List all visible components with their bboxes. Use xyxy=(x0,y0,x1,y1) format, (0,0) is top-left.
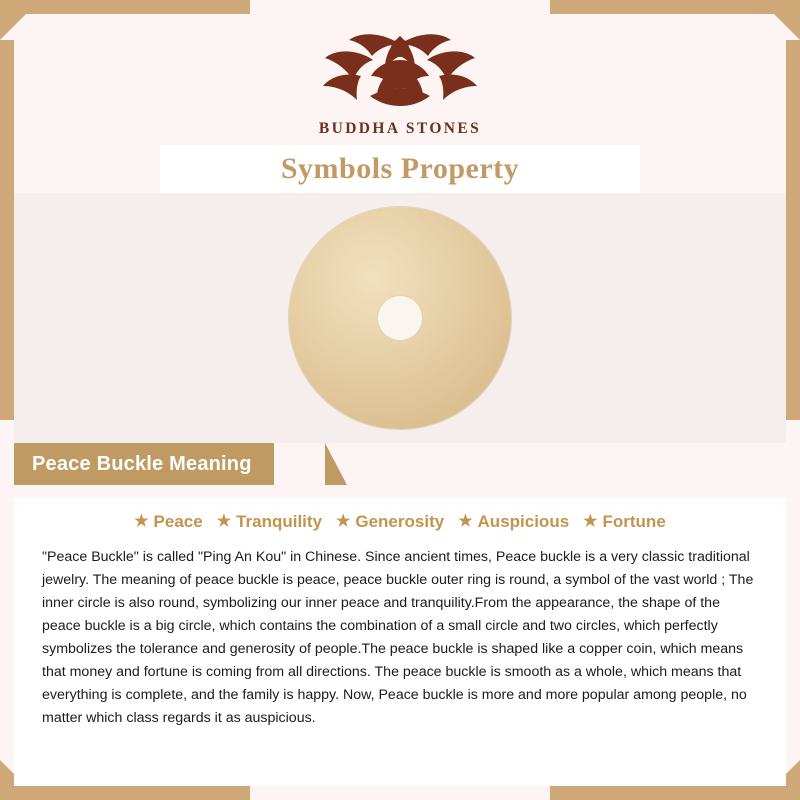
keyword-label: Peace xyxy=(153,512,203,531)
lotus-meditation-icon xyxy=(315,18,485,114)
keyword-list xyxy=(42,512,758,532)
keyword-label: Generosity xyxy=(355,512,445,531)
star-icon: ★ xyxy=(216,513,232,530)
section-ribbon xyxy=(14,443,274,485)
star-icon: ★ xyxy=(583,513,598,530)
page-title: Symbols Property xyxy=(280,152,520,185)
section-ribbon-tail xyxy=(325,443,347,485)
star-icon: ★ xyxy=(336,513,351,530)
peace-buckle-disc-image xyxy=(289,207,511,429)
keyword-label: Fortune xyxy=(602,512,666,531)
keyword-item xyxy=(583,512,666,532)
star-icon: ★ xyxy=(458,513,473,530)
keyword-label: Tranquility xyxy=(236,512,323,531)
keyword-item xyxy=(336,512,444,532)
keyword-item xyxy=(134,512,203,532)
star-icon: ★ xyxy=(134,513,149,530)
page-title-band xyxy=(160,145,640,193)
keyword-item xyxy=(217,512,322,532)
product-image-area xyxy=(14,193,786,443)
brand-logo xyxy=(0,18,800,138)
keyword-item xyxy=(458,512,569,532)
description-block xyxy=(14,498,786,786)
description-paragraph: "Peace Buckle" is called "Ping An Kou" in Chinese. Since ancient times, Peace buckle is a very classic traditional jewelry. The meaning of peace buckle is peace, peace buckle outer ring is round, a symbol of the vast world ; The inner circle is also round, symbolizing our inner peace and tranquility.From the appearance, the shape of the peace buckle is a big circle, which contains the combination of a small circle and two circles, which perfectly symbolizes the tolerance and generosity of people.The peace buckle is shaped like a copper coin, which means that money and fortune is coming from all directions. The peace buckle is smooth as a whole, which means that everything is complete, and the family is happy. Now, Peace buckle is more and more popular among people, no matter which class regards it as auspicious. xyxy=(42,549,754,726)
keyword-label: Auspicious xyxy=(477,512,570,531)
brand-name: BUDDHA STONES xyxy=(318,120,482,137)
section-ribbon-label: Peace Buckle Meaning xyxy=(32,452,252,475)
